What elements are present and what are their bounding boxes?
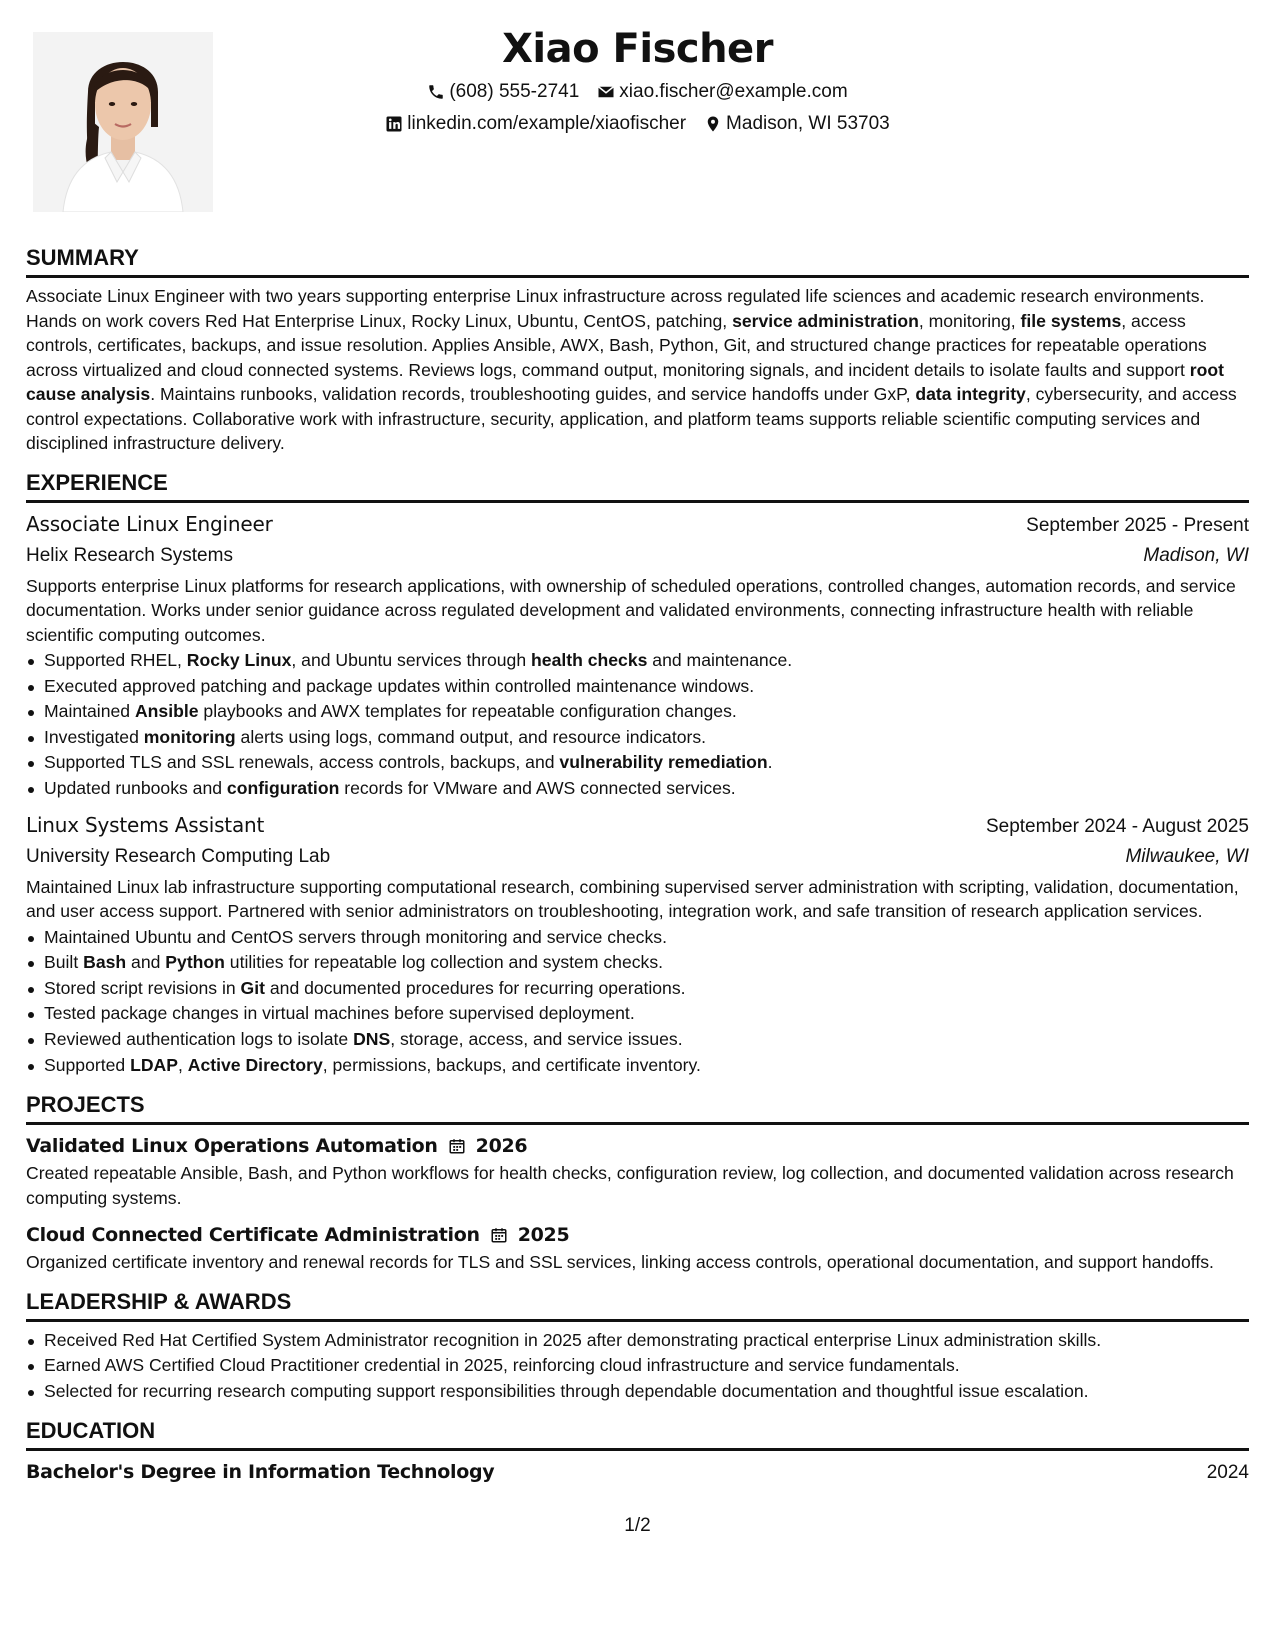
section-title: PROJECTS: [26, 1090, 1249, 1125]
bold-keyword: Active Directory: [187, 1054, 323, 1075]
section-title: SUMMARY: [26, 243, 1249, 278]
job-description: Maintained Linux lab infrastructure supporting computational research, combining supervised server administration with scripting, validation, documentation, and user access support. Partnered with senior administrators on troubleshooting, integration work, and safe transition of research application services.: [26, 876, 1239, 922]
linkedin-text[interactable]: linkedin.com/example/xiaofischer: [407, 113, 687, 134]
leadership-item: Selected for recurring research computing support responsibilities through dependable documentation and thoughtful issue escalation.: [26, 1379, 1249, 1405]
job-bullet: [26, 750, 1249, 776]
contact-row-primary: [230, 76, 1045, 108]
bold-keyword: monitoring: [143, 726, 236, 747]
linkedin-icon: [385, 115, 403, 133]
calendar-icon: [448, 1137, 466, 1155]
text-run: Built: [44, 952, 84, 973]
job-dates: September 2024 - August 2025: [985, 815, 1249, 837]
bold-keyword: Git: [240, 977, 265, 998]
job-location: Madison, WI: [1143, 544, 1249, 566]
summary-text: [26, 284, 1249, 456]
resume-header: [230, 22, 1045, 140]
map-pin-icon: [704, 115, 722, 133]
text-run: Maintained: [44, 701, 135, 722]
job-title: Associate Linux Engineer: [26, 511, 273, 536]
text-run: , cybersecurity, and access control expectations. Collaborative work with infrastructure, security, application, and platform teams supports reliable scientific computing services and disciplined infrastructure delivery.: [26, 384, 1237, 453]
contact-row-secondary: [230, 108, 1045, 140]
leadership-section: [26, 1287, 1249, 1405]
job-location: Milwaukee, WI: [1125, 845, 1249, 867]
text-run: Supported: [44, 1054, 131, 1075]
email-text[interactable]: xiao.fischer@example.com: [619, 81, 848, 102]
project-entry: [26, 1131, 1249, 1210]
job-entry: [26, 509, 1249, 802]
summary-section: [26, 243, 1249, 456]
bold-keyword: Bash: [83, 952, 127, 973]
job-bullet: [26, 699, 1249, 725]
bold-keyword: Ansible: [134, 701, 199, 722]
job-bullets: [26, 648, 1249, 802]
section-title: EXPERIENCE: [26, 468, 1249, 503]
text-run: Tested package changes in virtual machines before supervised deployment.: [44, 1003, 635, 1024]
text-run: Updated runbooks and: [44, 777, 227, 798]
bold-keyword: DNS: [353, 1028, 391, 1049]
text-run: Stored script revisions in: [44, 977, 241, 998]
bold-keyword: health checks: [531, 650, 648, 670]
job-bullet: [26, 1027, 1249, 1053]
project-entry: [26, 1220, 1249, 1275]
calendar-icon: [490, 1226, 508, 1244]
phone-contact: [427, 76, 579, 108]
education-section: [26, 1416, 1249, 1488]
job-title: Linux Systems Assistant: [26, 812, 265, 837]
text-run: , storage, access, and service issues.: [390, 1028, 683, 1049]
text-run: playbooks and AWX templates for repeatable configuration changes.: [198, 701, 737, 722]
job-dates: September 2025 - Present: [1026, 514, 1249, 536]
job-bullet: [26, 648, 1249, 674]
text-run: utilities for repeatable log collection and system checks.: [224, 952, 664, 973]
text-run: , monitoring,: [918, 310, 1021, 331]
phone-icon: [427, 83, 445, 101]
job-bullet: [26, 1053, 1249, 1079]
leadership-list: [26, 1328, 1249, 1405]
text-run: , and Ubuntu services through: [291, 650, 532, 670]
text-run: and documented procedures for recurring operations.: [264, 977, 686, 998]
text-run: . Maintains runbooks, validation records, troubleshooting guides, and service handoffs under GxP,: [150, 384, 916, 404]
bold-keyword: root cause analysis: [26, 359, 1224, 404]
envelope-icon: [597, 83, 615, 101]
text-run: and maintenance.: [647, 650, 793, 670]
bold-keyword: Python: [165, 952, 225, 973]
bold-keyword: vulnerability remediation: [559, 752, 768, 773]
candidate-name: Xiao Fischer: [502, 26, 773, 72]
location-contact: [704, 108, 890, 140]
text-run: Reviewed authentication logs to isolate: [44, 1028, 354, 1049]
bold-keyword: Rocky Linux: [186, 650, 292, 670]
project-description: Organized certificate inventory and renewal records for TLS and SSL services, linking access controls, operational documentation, and support handoffs.: [26, 1252, 1214, 1273]
section-title: LEADERSHIP & AWARDS: [26, 1287, 1249, 1322]
degree-name: Bachelor's Degree in Information Technology: [26, 1461, 495, 1484]
job-entry: [26, 810, 1249, 1079]
text-run: , permissions, backups, and certificate inventory.: [322, 1054, 701, 1075]
text-run: , access controls, certificates, backups, and issue resolution. Applies Ansible, AWX, Bash, Python, Git, and structured change practices for repeatable operations across virtualized and cloud connected systems. Reviews logs, command output, monitoring signals, and incident details to isolate faults and support: [26, 310, 1207, 380]
leadership-item: Earned AWS Certified Cloud Practitioner credential in 2025, reinforcing cloud infrastructure and service fundamentals.: [26, 1353, 1249, 1379]
leadership-item: Received Red Hat Certified System Administrator recognition in 2025 after demonstrating practical enterprise Linux administration skills.: [26, 1328, 1249, 1354]
text-run: Supported RHEL,: [44, 650, 187, 670]
section-title: EDUCATION: [26, 1416, 1249, 1451]
job-bullet: [26, 925, 1249, 951]
project-name: Validated Linux Operations Automation: [26, 1135, 438, 1158]
job-company: University Research Computing Lab: [26, 845, 331, 867]
text-run: Associate Linux Engineer with two years supporting enterprise Linux infrastructure across regulated life sciences and academic research environments. Hands on work covers Red Hat Enterprise Linux, Rocky Linux, Ubuntu, CentOS, patching,: [26, 286, 1205, 331]
degree-year: 2024: [1206, 1462, 1249, 1484]
job-bullets: [26, 925, 1249, 1079]
bold-keyword: data integrity: [915, 384, 1026, 404]
job-bullet: [26, 976, 1249, 1002]
resume-content: [26, 243, 1249, 1500]
text-run: Supported TLS and SSL renewals, access controls, backups, and: [44, 752, 560, 773]
bold-keyword: service administration: [732, 310, 919, 331]
job-bullet: [26, 1001, 1249, 1027]
projects-section: [26, 1090, 1249, 1275]
job-bullet: [26, 776, 1249, 802]
project-year: 2026: [475, 1135, 528, 1158]
profile-photo: [33, 32, 213, 212]
text-run: and: [126, 952, 166, 973]
page-number: 1/2: [624, 1515, 651, 1536]
job-bullet: [26, 674, 1249, 700]
job-bullet: [26, 950, 1249, 976]
project-year: 2025: [517, 1224, 570, 1247]
phone-text: (608) 555-2741: [449, 81, 580, 102]
text-run: alerts using logs, command output, and resource indicators.: [235, 726, 707, 747]
text-run: records for VMware and AWS connected services.: [339, 777, 736, 798]
text-run: Maintained Ubuntu and CentOS servers through monitoring and service checks.: [44, 926, 667, 947]
project-description: Created repeatable Ansible, Bash, and Python workflows for health checks, configuration review, log collection, and documented validation across research computing systems.: [26, 1163, 1234, 1208]
text-run: .: [767, 752, 773, 773]
job-company: Helix Research Systems: [26, 544, 233, 566]
bold-keyword: configuration: [226, 777, 340, 798]
bold-keyword: file systems: [1020, 310, 1122, 331]
location-text: Madison, WI 53703: [726, 113, 890, 134]
linkedin-contact[interactable]: [385, 108, 686, 140]
experience-section: [26, 468, 1249, 1079]
text-run: Investigated: [44, 726, 144, 747]
text-run: ,: [178, 1054, 188, 1075]
job-description: Supports enterprise Linux platforms for research applications, with ownership of scheduled operations, controlled changes, automation records, and service documentation. Works under senior guidance across regulated development and validated environments, connecting infrastructure health with reliable scientific computing outcomes.: [26, 575, 1236, 645]
email-contact[interactable]: [597, 76, 847, 108]
job-bullet: [26, 725, 1249, 751]
text-run: Executed approved patching and package updates within controlled maintenance windows.: [44, 675, 755, 696]
bold-keyword: LDAP: [130, 1054, 178, 1075]
project-name: Cloud Connected Certificate Administration: [26, 1224, 480, 1247]
